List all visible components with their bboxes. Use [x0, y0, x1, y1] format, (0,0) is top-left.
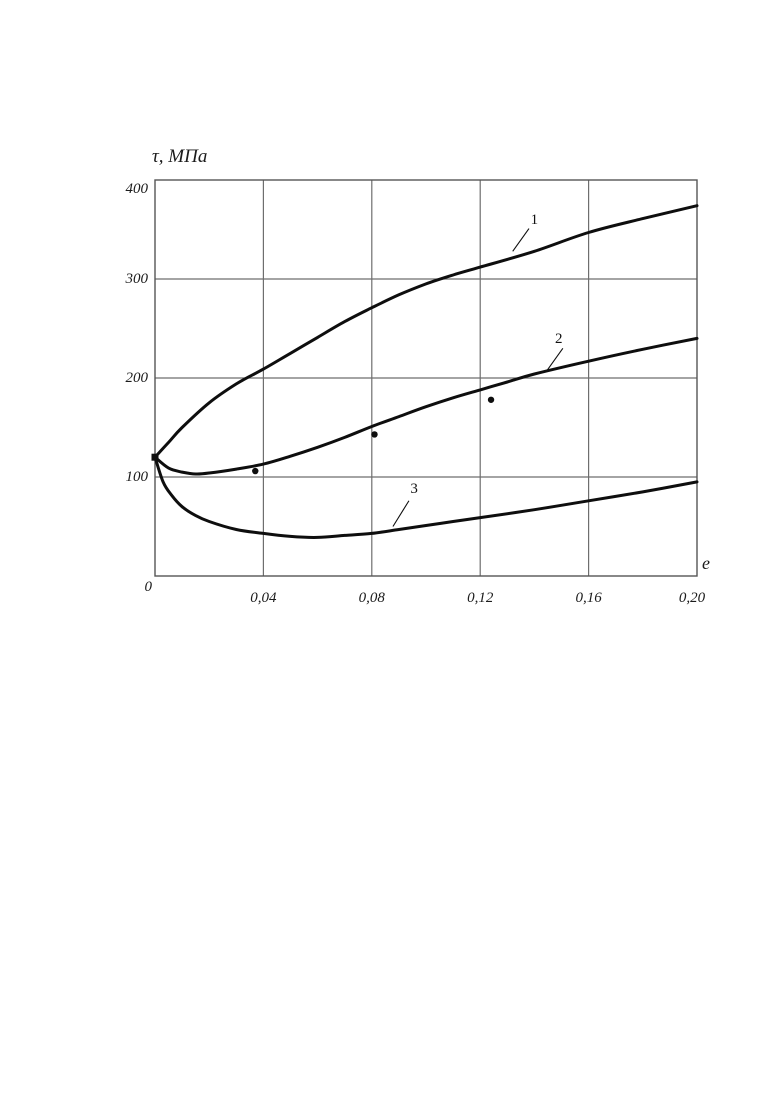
leader-line-1 [513, 229, 529, 252]
x-tick-label-0,08: 0,08 [358, 590, 385, 606]
data-curves [155, 206, 697, 538]
leader-line-3 [393, 501, 409, 527]
start-point-marker [152, 454, 159, 461]
y-axis-title: τ, МПа [152, 146, 208, 167]
curve-label-1: 1 [530, 211, 539, 228]
y-tick-label-200: 200 [125, 370, 148, 386]
x-tick-label-0,16: 0,16 [575, 590, 602, 606]
grid-lines [155, 180, 697, 576]
curve-label-2: 2 [555, 331, 563, 348]
x-axis-title: e [702, 553, 710, 573]
x-tick-label-0,20: 0,20 [678, 590, 706, 606]
x-tick-label-0,12: 0,12 [467, 590, 494, 606]
y-tick-label-300: 300 [125, 271, 148, 287]
experimental-point [371, 431, 377, 437]
experimental-point [488, 397, 494, 403]
origin-label: 0 [144, 579, 152, 595]
experimental-point [252, 468, 258, 474]
curve-label-3: 3 [410, 480, 418, 497]
curve-1 [155, 206, 697, 458]
x-tick-label-0,04: 0,04 [250, 590, 277, 606]
y-tick-label-400: 400 [125, 181, 148, 197]
y-tick-label-100: 100 [125, 469, 148, 485]
curve-2 [155, 338, 697, 474]
